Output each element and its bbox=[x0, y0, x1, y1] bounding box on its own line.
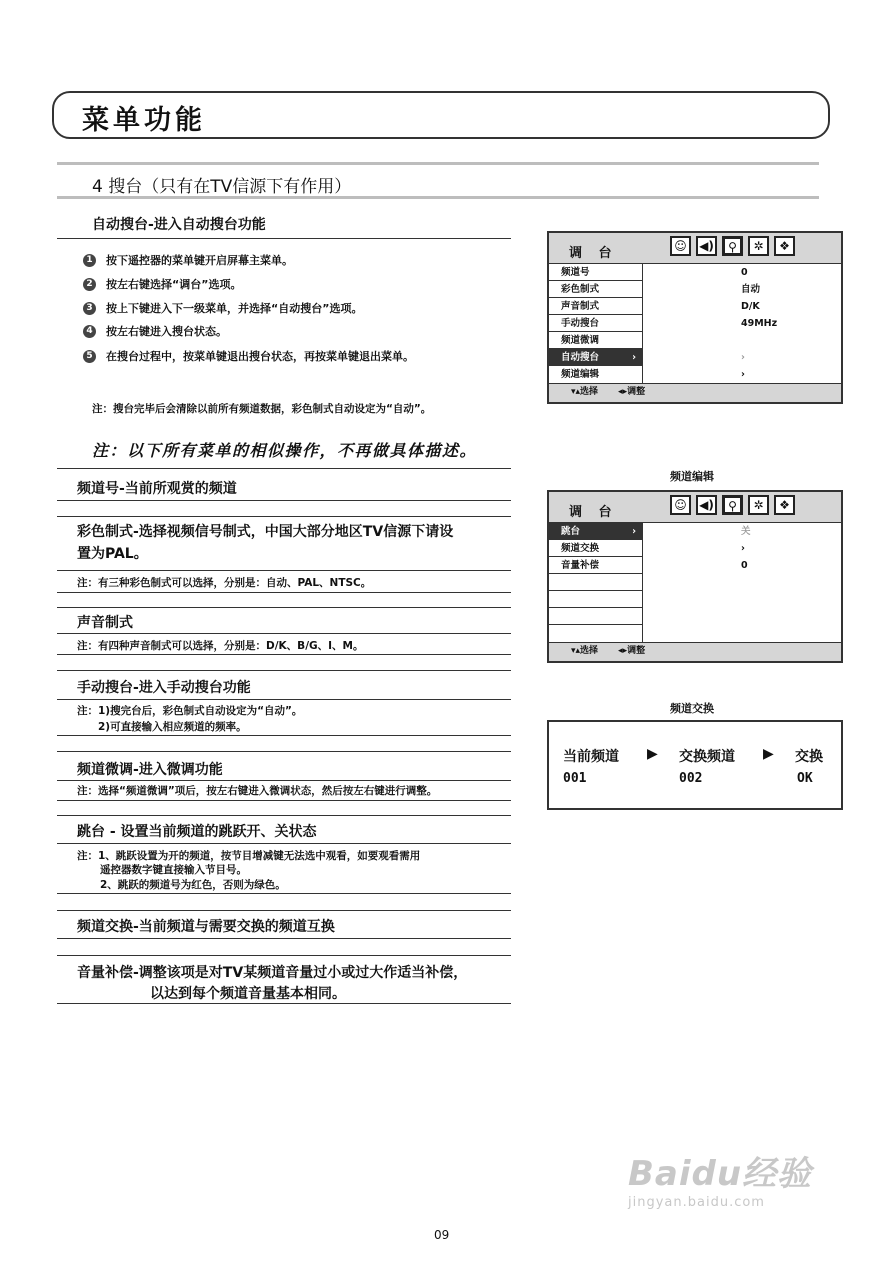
step-3 bbox=[83, 300, 362, 316]
menu-title: 调 台 bbox=[569, 246, 618, 261]
menu-value: 自动 bbox=[741, 284, 761, 295]
divider bbox=[57, 751, 511, 752]
step-text: 按左右键选择“调台”选项。 bbox=[106, 278, 242, 291]
menu-header bbox=[549, 492, 841, 523]
auto-search-note: 注：搜台完毕后会清除以前所有频道数据，彩色制式自动设定为“自动”。 bbox=[92, 403, 432, 415]
search-icon[interactable]: ⚲ bbox=[722, 495, 743, 515]
diamond-icon[interactable]: ❖ bbox=[774, 495, 795, 515]
menu-footer bbox=[549, 383, 841, 402]
menu-value: 关 bbox=[741, 526, 751, 537]
step-number: 1 bbox=[83, 254, 96, 267]
menu-item-fine-tune[interactable]: 频道微调 bbox=[549, 332, 642, 349]
menu-item-manual-search[interactable]: 手动搜台 bbox=[549, 315, 642, 332]
channel-edit-caption: 频道编辑 bbox=[670, 470, 714, 483]
divider bbox=[57, 500, 511, 501]
menu-value: 49MHz bbox=[741, 318, 778, 329]
menu-footer bbox=[549, 642, 841, 661]
color-note: 注：有三种彩色制式可以选择，分别是：自动、PAL、NTSC。 bbox=[77, 577, 372, 589]
menu-value: › bbox=[741, 369, 745, 380]
menu-item-auto-search[interactable] bbox=[549, 349, 642, 366]
menu-item-channel-swap[interactable]: 频道交换 bbox=[549, 540, 642, 557]
divider bbox=[57, 938, 511, 939]
divider bbox=[57, 570, 511, 571]
menu-title: 调 台 bbox=[569, 505, 618, 520]
divider bbox=[57, 955, 511, 956]
divider bbox=[57, 699, 511, 700]
manual-note-line2: 2)可直接输入相应频道的频率。 bbox=[98, 721, 247, 733]
menu-value bbox=[643, 574, 841, 591]
menu-value: 0 bbox=[741, 560, 748, 571]
skip-note-line2: 遥控器数字键直接输入节目号。 bbox=[100, 864, 247, 876]
menu-value bbox=[643, 332, 841, 349]
step-text: 按左右键进入搜台状态。 bbox=[106, 325, 227, 338]
face-icon[interactable]: ☺ bbox=[670, 236, 691, 256]
arrow-right-icon: ▶ bbox=[763, 746, 774, 762]
speaker-icon[interactable]: ◀) bbox=[696, 495, 717, 515]
watermark-url: jingyan.baidu.com bbox=[628, 1195, 765, 1210]
divider bbox=[57, 910, 511, 911]
menu-item-empty bbox=[549, 625, 642, 642]
sound-note: 注：有四种声音制式可以选择，分别是：D/K、B/G、I、M。 bbox=[77, 640, 364, 652]
channel-swap-panel bbox=[547, 720, 843, 810]
divider bbox=[57, 607, 511, 608]
step-2 bbox=[83, 276, 241, 292]
fine-note: 注：选择“频道微调”项后，按左右键进入微调状态，然后按左右键进行调整。 bbox=[77, 785, 438, 797]
diamond-icon[interactable]: ❖ bbox=[774, 236, 795, 256]
step-text: 按上下键进入下一级菜单，并选择“自动搜台”选项。 bbox=[106, 302, 363, 315]
arrow-right-icon: › bbox=[632, 526, 636, 537]
menu-item-empty bbox=[549, 591, 642, 608]
step-1 bbox=[83, 252, 293, 268]
divider bbox=[57, 893, 511, 894]
arrow-right-icon: › bbox=[632, 352, 636, 363]
search-icon[interactable]: ⚲ bbox=[722, 236, 743, 256]
skip-note-line1: 注：1、跳跃设置为开的频道，按节目增减键无法选中观看，如要观看需用 bbox=[77, 850, 421, 862]
speaker-icon[interactable]: ◀) bbox=[696, 236, 717, 256]
menu-value bbox=[643, 591, 841, 608]
skip-heading: 跳台 - 设置当前频道的跳跃开、关状态 bbox=[77, 824, 317, 840]
divider bbox=[57, 815, 511, 816]
volume-heading-line2: 以达到每个频道音量基本相同。 bbox=[150, 986, 346, 1002]
divider bbox=[57, 654, 511, 655]
color-heading-line2: 置为PAL。 bbox=[77, 546, 148, 562]
step-number: 2 bbox=[83, 278, 96, 291]
menu-value bbox=[643, 625, 841, 642]
swap-channel-value[interactable]: 002 bbox=[679, 771, 703, 786]
step-number: 3 bbox=[83, 302, 96, 315]
gear-icon[interactable]: ✲ bbox=[748, 495, 769, 515]
menu-item-empty bbox=[549, 608, 642, 625]
channel-swap-caption: 频道交换 bbox=[670, 702, 714, 715]
menu-value: › bbox=[741, 352, 745, 363]
manual-heading: 手动搜台-进入手动搜台功能 bbox=[77, 680, 251, 696]
divider bbox=[57, 238, 511, 239]
footer-adjust-hint: ◂▸调整 bbox=[618, 646, 646, 656]
channel-edit-menu bbox=[547, 490, 843, 663]
divider bbox=[57, 735, 511, 736]
menu-item-skip[interactable] bbox=[549, 523, 642, 540]
divider bbox=[57, 1003, 511, 1004]
baidu-watermark bbox=[628, 1146, 812, 1210]
step-4 bbox=[83, 323, 227, 339]
divider bbox=[57, 843, 511, 844]
arrow-right-icon: ▶ bbox=[647, 746, 658, 762]
divider bbox=[57, 592, 511, 593]
current-channel-value[interactable]: 001 bbox=[563, 771, 587, 786]
gear-icon[interactable]: ✲ bbox=[748, 236, 769, 256]
menu-item-channel-edit[interactable]: 频道编辑 bbox=[561, 369, 600, 380]
section-title: 4 搜台（只有在TV信源下有作用） bbox=[92, 177, 352, 197]
step-5 bbox=[83, 348, 414, 364]
sound-heading: 声音制式 bbox=[77, 615, 133, 631]
menu-header bbox=[549, 233, 841, 264]
swap-ok-button[interactable]: OK bbox=[797, 771, 813, 786]
volume-heading-line1: 音量补偿-调整该项是对TV某频道音量过小或过大作适当补偿， bbox=[77, 965, 468, 981]
divider bbox=[57, 468, 511, 469]
swap-channel-label: 交换频道 bbox=[679, 749, 735, 765]
step-number: 4 bbox=[83, 325, 96, 338]
tuning-menu bbox=[547, 231, 843, 404]
menu-item-channel[interactable]: 频道号 bbox=[549, 264, 642, 281]
current-channel-label: 当前频道 bbox=[563, 749, 619, 765]
divider bbox=[57, 780, 511, 781]
menu-item-volume-comp[interactable]: 音量补偿 bbox=[549, 557, 642, 574]
menu-item-empty bbox=[549, 574, 642, 591]
menu-value bbox=[643, 608, 841, 625]
step-text: 按下遥控器的菜单键开启屏幕主菜单。 bbox=[106, 254, 293, 267]
footer-select-hint: ▾▴选择 bbox=[571, 646, 599, 656]
menu-value: D/K bbox=[741, 301, 760, 312]
menu-icon-bar bbox=[670, 495, 795, 515]
page-title: 菜单功能 bbox=[82, 105, 206, 136]
page-number: 09 bbox=[434, 1228, 450, 1242]
section-bottom-rule bbox=[57, 196, 819, 199]
divider bbox=[57, 800, 511, 801]
divider bbox=[57, 516, 511, 517]
menu-icon-bar bbox=[670, 236, 795, 256]
footer-select-hint: ▾▴选择 bbox=[571, 387, 599, 397]
divider bbox=[57, 670, 511, 671]
skip-note-line3: 2、跳跃的频道号为红色，否则为绿色。 bbox=[100, 879, 286, 891]
divider bbox=[57, 633, 511, 634]
menu-item-label: 自动搜台 bbox=[561, 352, 600, 363]
menu-item-sound-system[interactable]: 声音制式 bbox=[549, 298, 642, 315]
section-top-rule bbox=[57, 162, 819, 165]
footer-adjust-hint: ◂▸调整 bbox=[618, 387, 646, 397]
channel-heading: 频道号-当前所观赏的频道 bbox=[77, 481, 237, 497]
fine-heading: 频道微调-进入微调功能 bbox=[77, 762, 223, 778]
face-icon[interactable]: ☺ bbox=[670, 495, 691, 515]
auto-search-heading: 自动搜台-进入自动搜台功能 bbox=[92, 217, 266, 233]
general-note: 注：以下所有菜单的相似操作，不再做具体描述。 bbox=[92, 441, 478, 460]
menu-item-label: 跳台 bbox=[561, 526, 581, 537]
step-text: 在搜台过程中，按菜单键退出搜台状态，再按菜单键退出菜单。 bbox=[106, 350, 414, 363]
step-number: 5 bbox=[83, 350, 96, 363]
color-heading-line1: 彩色制式-选择视频信号制式，中国大部分地区TV信源下请设 bbox=[77, 524, 454, 540]
swap-heading: 频道交换-当前频道与需要交换的频道互换 bbox=[77, 919, 335, 935]
menu-value: › bbox=[741, 543, 745, 554]
menu-item-color-system[interactable]: 彩色制式 bbox=[549, 281, 642, 298]
manual-note-line1: 注：1)搜完台后，彩色制式自动设定为“自动”。 bbox=[77, 705, 303, 717]
swap-action-label: 交换 bbox=[795, 749, 823, 765]
menu-value: 0 bbox=[741, 267, 748, 278]
watermark-brand: Baidu经验 bbox=[628, 1154, 813, 1194]
